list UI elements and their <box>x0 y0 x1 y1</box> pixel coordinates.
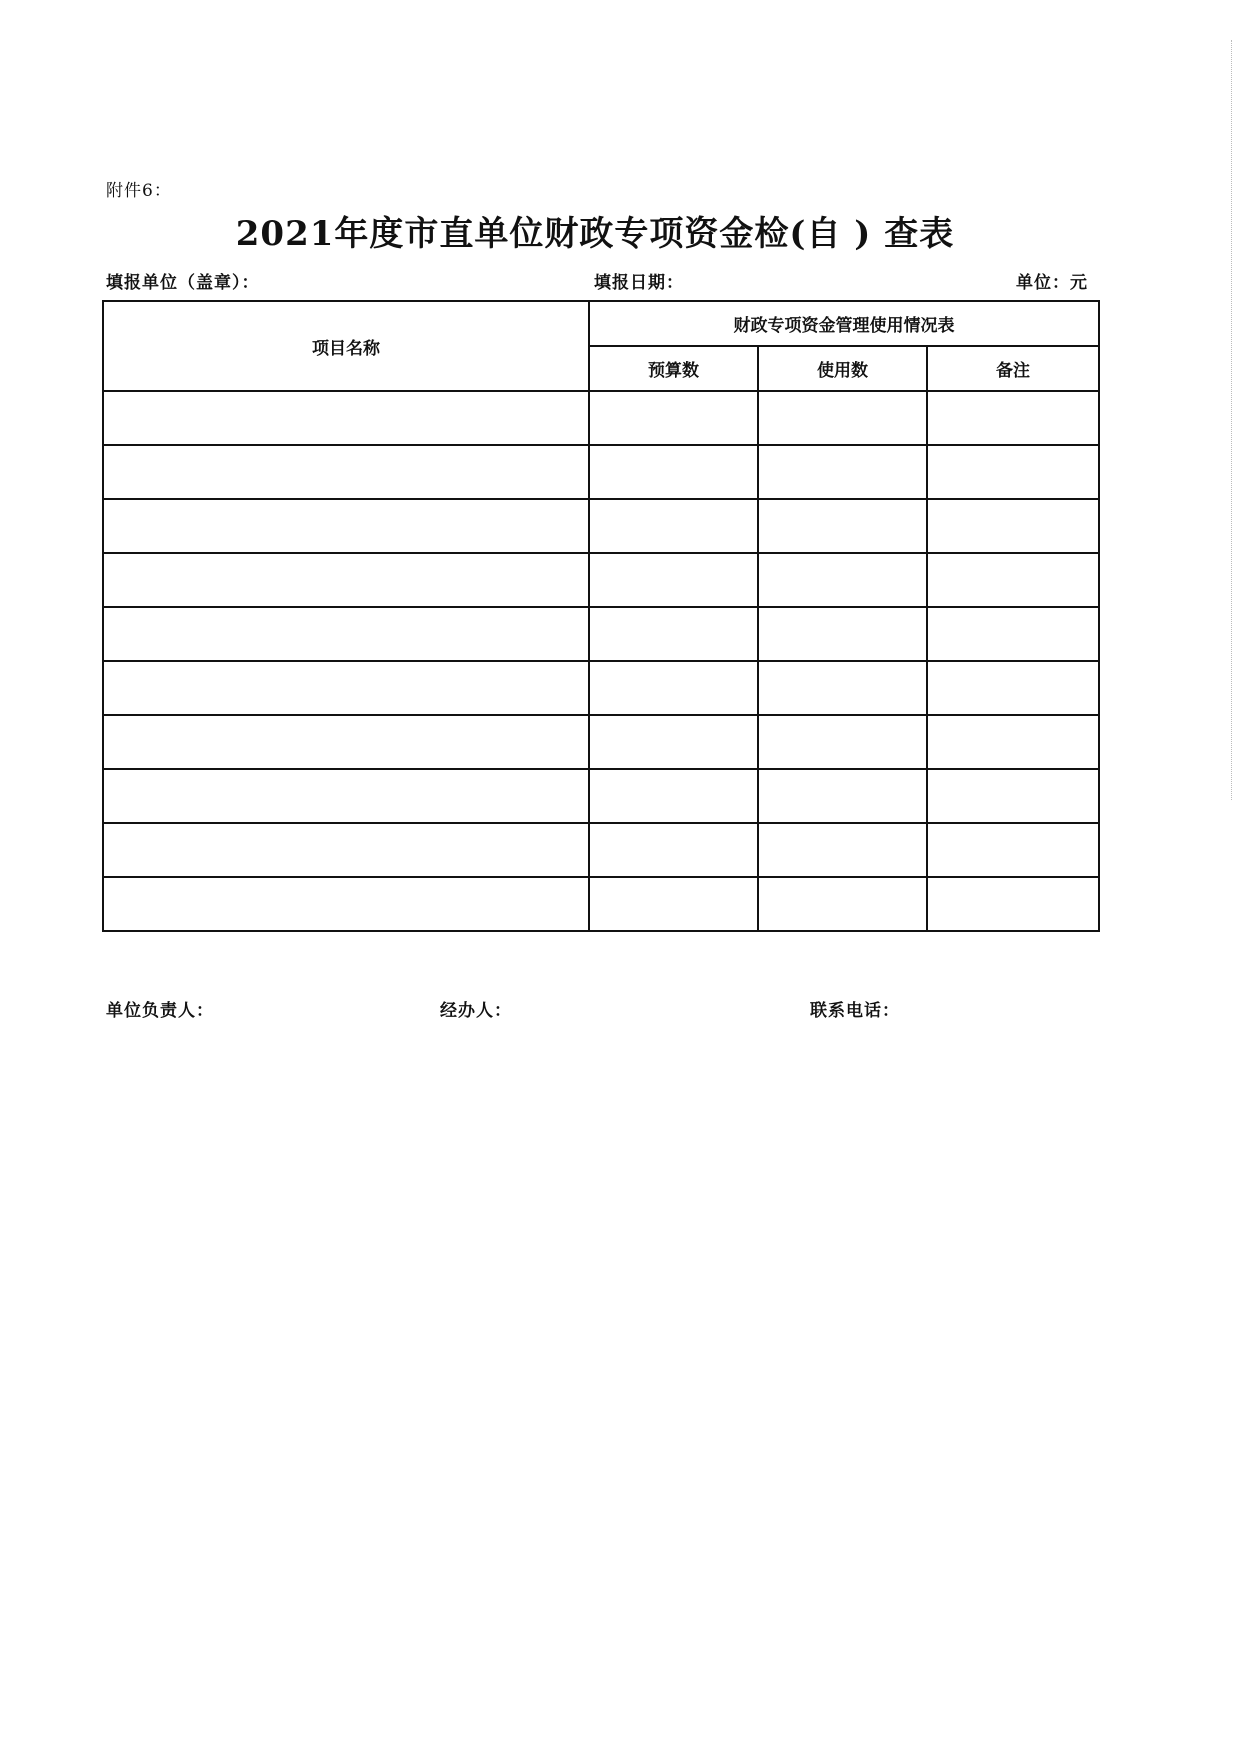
project-name-cell[interactable] <box>103 877 589 931</box>
handler-label: 经办人： <box>440 1001 512 1021</box>
usage-cell[interactable] <box>758 391 927 445</box>
remarks-cell[interactable] <box>927 769 1099 823</box>
table-row <box>103 661 1099 715</box>
budget-cell[interactable] <box>589 553 758 607</box>
remarks-cell[interactable] <box>927 661 1099 715</box>
budget-cell[interactable] <box>589 769 758 823</box>
project-name-cell[interactable] <box>103 715 589 769</box>
project-name-cell[interactable] <box>103 607 589 661</box>
budget-cell[interactable] <box>589 661 758 715</box>
usage-cell[interactable] <box>758 715 927 769</box>
usage-cell[interactable] <box>758 823 927 877</box>
budget-column-header: 预算数 <box>589 346 758 391</box>
remarks-cell[interactable] <box>927 391 1099 445</box>
project-name-header: 项目名称 <box>103 301 589 391</box>
usage-cell[interactable] <box>758 661 927 715</box>
remarks-cell[interactable] <box>927 715 1099 769</box>
table-row <box>103 607 1099 661</box>
person-in-charge-label: 单位负责人： <box>106 1001 214 1021</box>
currency-unit-label: 单位：元 <box>1016 273 1088 293</box>
budget-cell[interactable] <box>589 445 758 499</box>
fill-unit-label: 填报单位（盖章）： <box>106 273 260 293</box>
table-row <box>103 877 1099 931</box>
budget-cell[interactable] <box>589 391 758 445</box>
attachment-label: 附件6： <box>106 181 172 201</box>
usage-cell[interactable] <box>758 607 927 661</box>
usage-cell[interactable] <box>758 877 927 931</box>
project-name-cell[interactable] <box>103 553 589 607</box>
remarks-column-header: 备注 <box>927 346 1099 391</box>
remarks-cell[interactable] <box>927 877 1099 931</box>
scan-edge-line <box>1229 40 1232 800</box>
remarks-cell[interactable] <box>927 445 1099 499</box>
table-row <box>103 499 1099 553</box>
usage-cell[interactable] <box>758 445 927 499</box>
budget-cell[interactable] <box>589 607 758 661</box>
remarks-cell[interactable] <box>927 823 1099 877</box>
remarks-cell[interactable] <box>927 499 1099 553</box>
project-name-cell[interactable] <box>103 661 589 715</box>
budget-cell[interactable] <box>589 823 758 877</box>
table-row <box>103 445 1099 499</box>
project-name-cell[interactable] <box>103 769 589 823</box>
contact-phone-label: 联系电话： <box>810 1001 900 1021</box>
usage-cell[interactable] <box>758 499 927 553</box>
fund-inspection-table <box>102 300 1100 932</box>
fund-usage-group-header: 财政专项资金管理使用情况表 <box>589 301 1099 346</box>
usage-column-header: 使用数 <box>758 346 927 391</box>
project-name-cell[interactable] <box>103 391 589 445</box>
usage-cell[interactable] <box>758 553 927 607</box>
table-row <box>103 553 1099 607</box>
table-row <box>103 769 1099 823</box>
remarks-cell[interactable] <box>927 553 1099 607</box>
usage-cell[interactable] <box>758 769 927 823</box>
budget-cell[interactable] <box>589 715 758 769</box>
table-row <box>103 391 1099 445</box>
table-row <box>103 715 1099 769</box>
project-name-cell[interactable] <box>103 499 589 553</box>
project-name-cell[interactable] <box>103 445 589 499</box>
table-row <box>103 823 1099 877</box>
budget-cell[interactable] <box>589 877 758 931</box>
page-title: 2021年度市直单位财政专项资金检(自 ) 查表 <box>235 214 955 254</box>
project-name-cell[interactable] <box>103 823 589 877</box>
fill-date-label: 填报日期： <box>594 273 684 293</box>
budget-cell[interactable] <box>589 499 758 553</box>
remarks-cell[interactable] <box>927 607 1099 661</box>
